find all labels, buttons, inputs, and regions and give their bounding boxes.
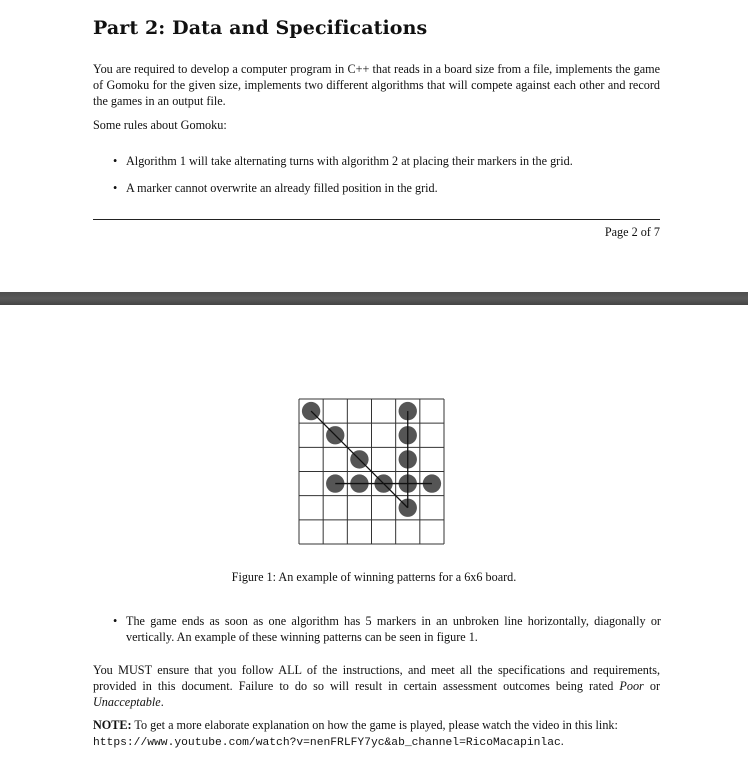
note-label: NOTE:: [93, 718, 132, 732]
gomoku-board-figure: [298, 398, 445, 545]
bullet-icon: •: [113, 614, 118, 628]
must-paragraph: You MUST ensure that you follow ALL of the instructions, and meet all the specifications and requirements, provided in this document. Failure to do so will result in certain assessment outcomes being rated Poor or Unacceptable.: [93, 663, 661, 709]
pdf-page-2: [0, 0, 748, 292]
list-item: [113, 153, 661, 169]
page-number: Page 2 of 7: [604, 225, 660, 239]
list-item-text: Algorithm 1 will take alternating turns with algorithm 2 at placing their markers in the grid.: [126, 154, 573, 168]
list-item: [113, 180, 661, 196]
section-heading: Part 2: Data and Specifications: [93, 17, 428, 39]
bullet-icon: •: [113, 181, 118, 195]
rules-intro: Some rules about Gomoku:: [93, 118, 227, 132]
bullet-icon: •: [113, 154, 118, 168]
figure-caption: Figure 1: An example of winning patterns for a 6x6 board.: [231, 570, 517, 584]
list-item-text: The game ends as soon as one algorithm has 5 markers in an unbroken line horizontally, diagonally or vertically. An example of these winning patterns can be seen in figure 1.: [126, 614, 661, 644]
list-item-text: A marker cannot overwrite an already filled position in the grid.: [126, 181, 438, 195]
footer-rule: [93, 219, 660, 220]
intro-paragraph: You are required to develop a computer program in C++ that reads in a board size from a file, implements the game of Gomoku for the given size, implements two different algorithms that will compete against each other and record the games in an output file.: [93, 62, 660, 108]
page-separator: [0, 292, 748, 305]
video-link[interactable]: https://www.youtube.com/watch?v=nenFRLFY7yc&ab_channel=RicoMacapinlac: [93, 737, 561, 749]
winning-line: [311, 411, 408, 508]
note-paragraph: NOTE: To get a more elaborate explanation on how the game is played, please watch the video in this link: https://www.youtube.com/watch?v=nenFRLFY7yc&ab_channel=RicoMacapinlac.: [93, 718, 618, 749]
list-item: [113, 613, 661, 645]
